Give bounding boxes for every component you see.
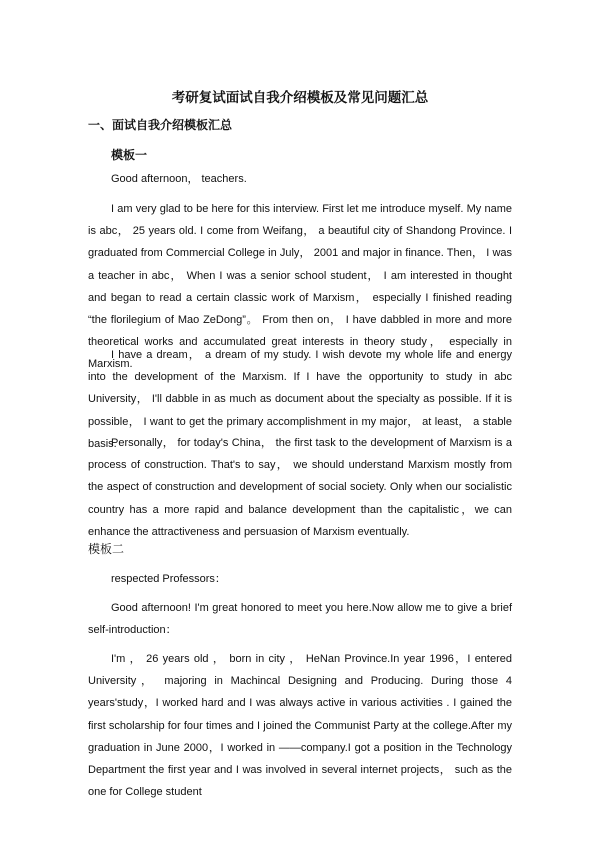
document-title: 考研复试面试自我介绍模板及常见问题汇总 <box>171 90 429 106</box>
template-one-heading: 模板一 <box>111 148 148 162</box>
template-two-heading: 模板二 <box>88 542 125 556</box>
paragraph-dream: I have a dream， a dream of my study. I wish devote my whole life and energy into the development of the Marxism. If I have the opportunity to study in abc University， I'll dabble in as much as document about the specialty as possible. If it is possible， I want to get the primary accomplishment in my major， at least， a stable basis. <box>88 349 512 450</box>
salutation-line: respected Professors： <box>111 573 226 585</box>
paragraph-intro: I am very glad to be here for this interview. First let me introduce myself. My name is abc， 25 years old. I come from Weifang， a beautiful city of Shandong Province. I graduated from Commercial College in July， 2001 and major in finance. Then， I was a teacher in abc， When I was a senior school student， I am interested in thought and began to read a certain classic work of Marxism， especially I finished reading “the florilegium of Mao ZeDong”。 From then on， I have dabbled in more and more theoretical works and accumulated great interests in theory study， especially in Marxism. <box>88 203 512 371</box>
paragraph-background: I'm ， 26 years old ， born in city ， HeNan Province.In year 1996，I entered University， majoring in Machincal Designing and Producing. During those 4 years'study，I worked hard and I was always active in various activities . I gained the first scholarship for four times and I joined the Communist Party at the college.After my graduation in June 2000，I worked in ——company.I got a position in the Technology Department the first year and I was involved in several internet projects， such as the one for College student <box>88 653 512 799</box>
section-heading: 一、面试自我介绍模板汇总 <box>88 118 233 132</box>
paragraph-china: Personally， for today's China， the first task to the development of Marxism is a process of construction. That's to say， we should understand Marxism mostly from the aspect of construction and development of social society. Only when our socialistic country has a more rapid and balance development than the capitalistic，we can enhance the attractiveness and persuasion of Marxism eventually. <box>88 437 512 538</box>
paragraph-greeting: Good afternoon! I'm great honored to meet you here.Now allow me to give a brief self-introduction： <box>88 602 512 637</box>
greeting-line: Good afternoon， teachers. <box>111 173 247 185</box>
